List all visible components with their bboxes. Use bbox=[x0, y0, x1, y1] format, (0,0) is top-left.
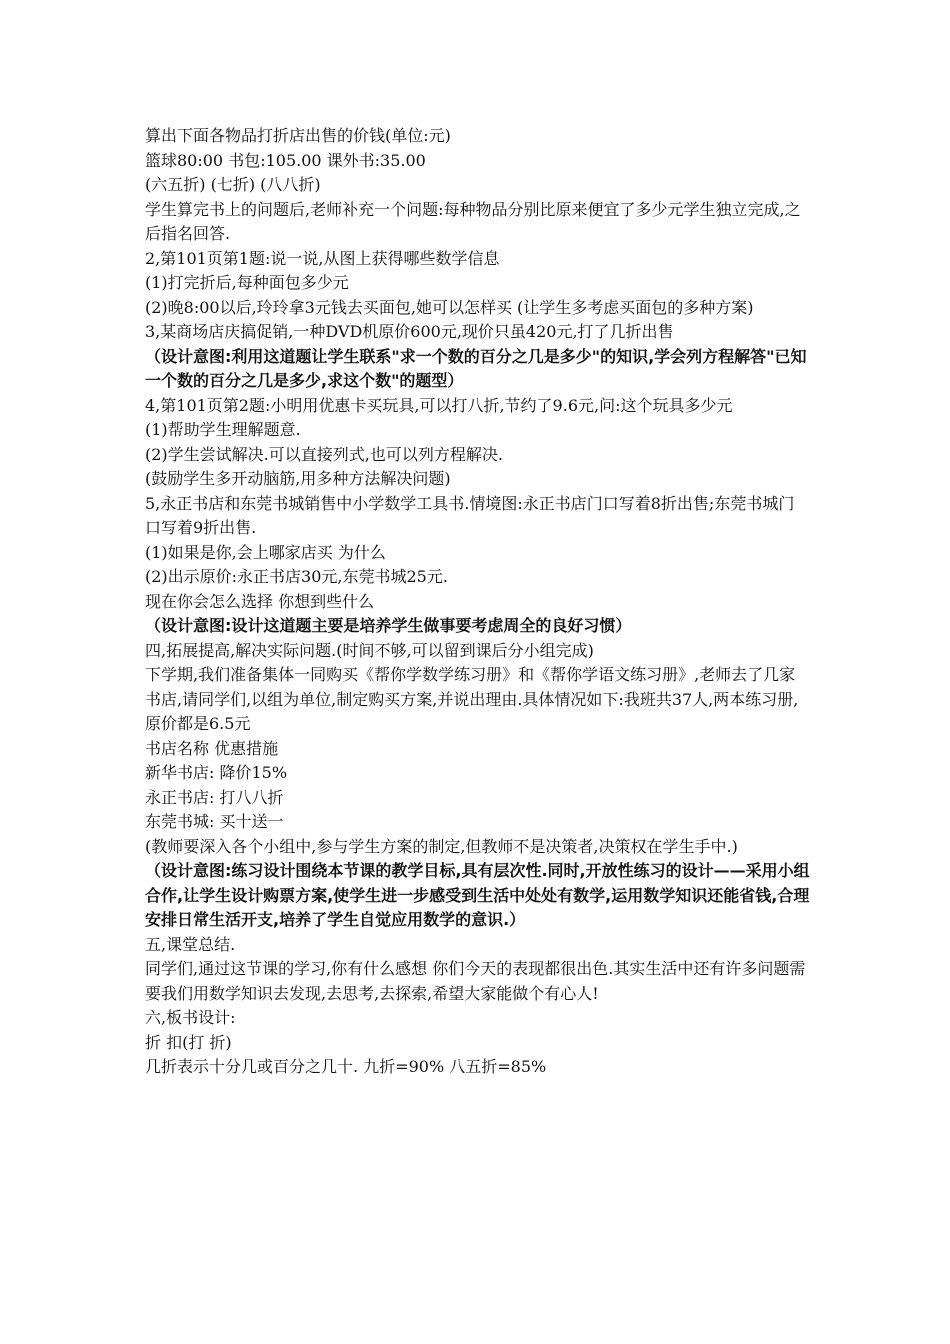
paragraph-8: 3,某商场店庆搞促销,一种DVD机原价600元,现价只虽420元,打了几折出售 bbox=[145, 322, 674, 341]
paragraph-30: 折 扣(打 折) bbox=[145, 1032, 232, 1052]
paragraph-20: 下学期,我们准备集体一同购买《帮你学数学练习册》和《帮你学语文练习册》,老师去了几家书店,请同学们,以组为单位,制定购买方案,并说出理由.具体情况如下:我班共37人,两本练习册,原价都是6.5元 bbox=[145, 665, 799, 733]
paragraph-7: (2)晚8:00以后,玲玲拿3元钱去买面包,她可以怎样买 (让学生多考虑买面包的多种方案) bbox=[145, 297, 754, 317]
paragraph-4: 学生算完书上的问题后,老师补充一个问题:每种物品分别比原来便宜了多少元学生独立完成,之后指名回答. bbox=[145, 199, 801, 243]
section-heading-4: 四,拓展提高,解决实际问题.(时间不够,可以留到课后分小组完成) bbox=[145, 640, 594, 660]
section-heading-5: 五,课堂总结. bbox=[145, 934, 236, 954]
paragraph-6: (1)打完折后,每种面包多少元 bbox=[145, 273, 349, 292]
paragraph-14: 5,永正书店和东莞书城销售中小学数学工具书.情境图:永正书店门口写着8折出售;东莞书城门口写着9折出售. bbox=[145, 493, 795, 537]
section-heading-6: 六,板书设计: bbox=[145, 1008, 236, 1027]
design-intent-note-2: （设计意图:设计这道题主要是培养学生做事要考虑周全的良好习惯） bbox=[145, 616, 632, 635]
paragraph-28: 同学们,通过这节课的学习,你有什么感想 你们今天的表现都很出色.其实生活中还有许多问题需要我们用数学知识去发现,去思考,去探索,希望大家能做个有心人! bbox=[145, 959, 806, 1003]
paragraph-23: 永正书店: 打八八折 bbox=[145, 787, 284, 807]
paragraph-24: 东莞书城: 买十送一 bbox=[145, 812, 284, 831]
paragraph-3: (六五折) (七折) (八八折) bbox=[145, 175, 321, 194]
paragraph-5: 2,第101页第1题:说一说,从图上获得哪些数学信息 bbox=[145, 248, 500, 268]
paragraph-17: 现在你会怎么选择 你想到些什么 bbox=[145, 591, 375, 611]
paragraph-25: (教师要深入各个小组中,参与学生方案的制定,但教师不是决策者,决策权在学生手中.) bbox=[145, 836, 738, 856]
paragraph-11: (1)帮助学生理解题意. bbox=[145, 420, 301, 439]
paragraph-13: (鼓励学生多开动脑筋,用多种方法解决问题) bbox=[145, 469, 451, 488]
design-intent-note-3: （设计意图:练习设计围绕本节课的教学目标,具有层次性.同时,开放性练习的设计——采用小组合作,让学生设计购票方案,使学生进一步感受到生活中处处有数学,运用数学知识还能省钱,合理安排日常生活开支,培养了学生自觉应用数学的意识.） bbox=[145, 861, 810, 929]
paragraph-21: 书店名称 优惠措施 bbox=[145, 738, 279, 758]
paragraph-16: (2)出示原价:永正书店30元,东莞书城25元. bbox=[145, 567, 448, 586]
paragraph-12: (2)学生尝试解决.可以直接列式,也可以列方程解决. bbox=[145, 444, 503, 464]
document-page bbox=[145, 124, 810, 1080]
paragraph-31: 几折表示十分几或百分之几十. 九折=90% 八五折=85% bbox=[145, 1057, 547, 1076]
paragraph-10: 4,第101页第2题:小明用优惠卡买玩具,可以打八折,节约了9.6元,问:这个玩具多少元 bbox=[145, 395, 733, 415]
paragraph-2: 篮球80:00 书包:105.00 课外书:35.00 bbox=[145, 150, 426, 170]
paragraph-1: 算出下面各物品打折店出售的价钱(单位:元) bbox=[145, 126, 451, 145]
paragraph-15: (1)如果是你,会上哪家店买 为什么 bbox=[145, 542, 386, 562]
design-intent-note-1: （设计意图:利用这道题让学生联系"求一个数的百分之几是多少"的知识,学会列方程解答"已知一个数的百分之几是多少,求这个数"的题型） bbox=[145, 346, 807, 390]
paragraph-22: 新华书店: 降价15% bbox=[145, 763, 288, 782]
